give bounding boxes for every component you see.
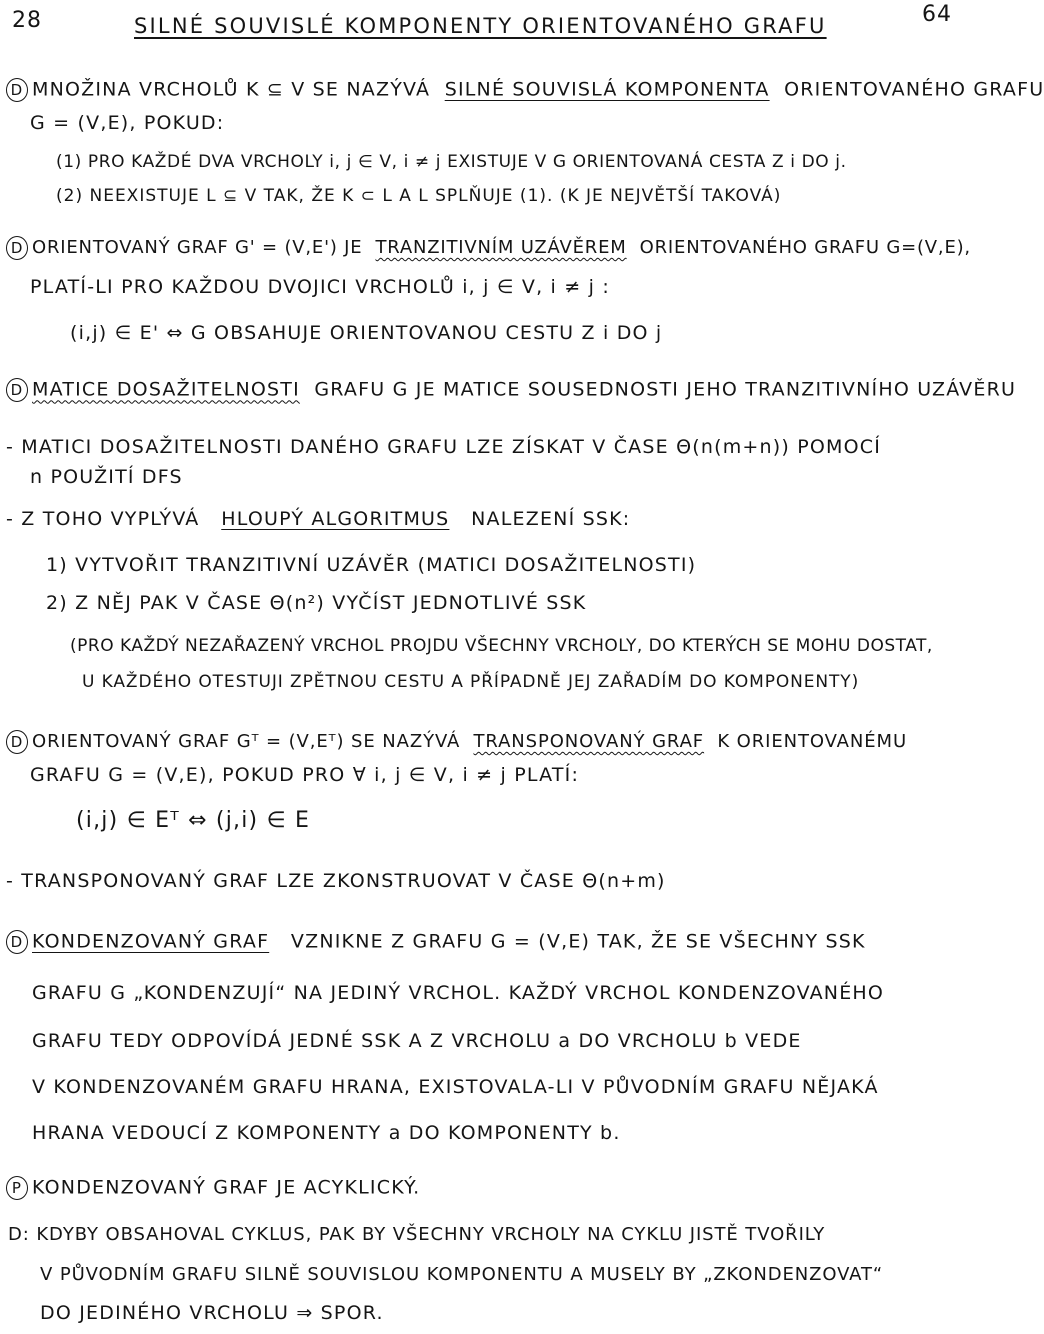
definition-condensed-graph-line2: GRAFU G „KONDENZUJÍ“ NA JEDINÝ VRCHOL. KAŽDÝ VRCHOL KONDENZOVANÉHO [32, 982, 885, 1004]
definition-text: MNOŽINA VRCHOLŮ K ⊆ V SE NAZÝVÁ [32, 78, 431, 101]
term-reachability-matrix: MATICE DOSAŽITELNOSTI [32, 378, 300, 401]
term-condensed-graph: KONDENZOVANÝ GRAF [32, 930, 270, 953]
term-naive-algorithm: HLOUPÝ ALGORITMUS [221, 508, 450, 530]
proposition-text: KONDENZOVANÝ GRAF JE ACYKLICKÝ. [32, 1176, 421, 1199]
algorithm-step-1: 1) VYTVOŘIT TRANZITIVNÍ UZÁVĚR (MATICI DOSAŽITELNOSTI) [46, 554, 697, 576]
definition-transitive-closure-line2: PLATÍ-LI PRO KAŽDOU DVOJICI VRCHOLŮ i, j ∈ V, i ≠ j : [30, 276, 610, 298]
definition-reachability-matrix [6, 378, 1016, 402]
definition-marker: D [6, 78, 28, 102]
proof-line3: DO JEDINÉHO VRCHOLU ⇒ SPOR. [40, 1302, 384, 1324]
definition-text: ORIENTOVANÉHO GRAFU [784, 78, 1044, 101]
definition-condensed-graph-line1 [6, 930, 866, 954]
definition-transitive-closure-line3: (i,j) ∈ E' ⇔ G OBSAHUJE ORIENTOVANOU CESTU Z i DO j [70, 322, 663, 344]
note-text: - Z TOHO VYPLÝVÁ [6, 508, 200, 530]
page-title: SILNÉ SOUVISLÉ KOMPONENTY ORIENTOVANÉHO GRAFU [134, 14, 827, 38]
definition-transposed-graph-line1 [6, 730, 907, 754]
definition-text: ORIENTOVANÝ GRAF Gᵀ = (V,Eᵀ) SE NAZÝVÁ [32, 731, 461, 752]
definition-ssk-condition-2: (2) NEEXISTUJE L ⊆ V TAK, ŽE K ⊂ L A L SPLŇUJE (1). (K JE NEJVĚTŠÍ TAKOVÁ) [56, 186, 782, 206]
definition-ssk-line2: G = (V,E), POKUD: [30, 112, 225, 134]
term-ssk: SILNÉ SOUVISLÁ KOMPONENTA [444, 78, 770, 101]
note-transposed-graph: - TRANSPONOVANÝ GRAF LZE ZKONSTRUOVAT V ČASE Θ(n+m) [6, 870, 666, 892]
definition-ssk-line1 [6, 78, 1044, 102]
note-text: NALEZENÍ SSK: [471, 508, 631, 530]
definition-marker: D [6, 930, 28, 954]
definition-transitive-closure-line1 [6, 236, 971, 260]
definition-text: VZNIKNE Z GRAFU G = (V,E) TAK, ŽE SE VŠECHNY SSK [290, 930, 866, 953]
definition-marker: D [6, 378, 28, 402]
note-reachability-line2: n POUŽITÍ DFS [30, 466, 183, 488]
term-transposed-graph: TRANSPONOVANÝ GRAF [473, 731, 705, 752]
definition-marker: D [6, 730, 28, 754]
proof-line2: V PŮVODNÍM GRAFU SILNĚ SOUVISLOU KOMPONENTU A MUSELY BY „ZKONDENZOVAT“ [40, 1264, 884, 1285]
definition-condensed-graph-line3: GRAFU TEDY ODPOVÍDÁ JEDNÉ SSK A Z VRCHOLU a DO VRCHOLU b VEDE [32, 1030, 802, 1052]
definition-condensed-graph-line5: HRANA VEDOUCÍ Z KOMPONENTY a DO KOMPONENTY b. [32, 1122, 621, 1144]
definition-condensed-graph-line4: V KONDENZOVANÉM GRAFU HRANA, EXISTOVALA-LI V PŮVODNÍM GRAFU NĚJAKÁ [32, 1076, 879, 1098]
algorithm-detail-line1: (PRO KAŽDÝ NEZAŘAZENÝ VRCHOL PROJDU VŠECHNY VRCHOLY, DO KTERÝCH SE MOHU DOSTAT, [70, 636, 933, 656]
definition-text: GRAFU G JE MATICE SOUSEDNOSTI JEHO TRANZITIVNÍHO UZÁVĚRU [314, 378, 1017, 401]
note-reachability-line1: - MATICI DOSAŽITELNOSTI DANÉHO GRAFU LZE ZÍSKAT V ČASE Θ(n(m+n)) POMOCÍ [6, 436, 882, 458]
algorithm-step-2: 2) Z NĚJ PAK V ČASE Θ(n²) VYČÍST JEDNOTLIVÉ SSK [46, 592, 587, 614]
page-number-left: 28 [12, 8, 42, 33]
definition-transposed-graph-line2: GRAFU G = (V,E), POKUD PRO ∀ i, j ∈ V, i ≠ j PLATÍ: [30, 764, 580, 786]
algorithm-detail-line2: U KAŽDÉHO OTESTUJI ZPĚTNOU CESTU A PŘÍPADNĚ JEJ ZAŘADÍM DO KOMPONENTY) [82, 672, 860, 692]
proposition-marker: P [6, 1176, 28, 1200]
definition-text: ORIENTOVANÉHO GRAFU G=(V,E), [639, 237, 971, 258]
definition-transposed-graph-line3: (i,j) ∈ Eᵀ ⇔ (j,i) ∈ E [76, 808, 311, 833]
proof-line1: D: KDYBY OBSAHOVAL CYKLUS, PAK BY VŠECHNY VRCHOLY NA CYKLU JISTĚ TVOŘILY [8, 1224, 826, 1245]
definition-marker: D [6, 236, 28, 260]
definition-text: ORIENTOVANÝ GRAF G' = (V,E') JE [32, 237, 363, 258]
note-algorithm-line1 [6, 508, 630, 530]
definition-ssk-condition-1: (1) PRO KAŽDÉ DVA VRCHOLY i, j ∈ V, i ≠ j EXISTUJE V G ORIENTOVANÁ CESTA Z i DO j. [56, 152, 847, 172]
definition-text: K ORIENTOVANÉMU [717, 731, 908, 752]
page-number-right: 64 [922, 2, 952, 27]
proposition-acyclic [6, 1176, 420, 1200]
term-transitive-closure: TRANZITIVNÍM UZÁVĚREM [375, 237, 627, 258]
